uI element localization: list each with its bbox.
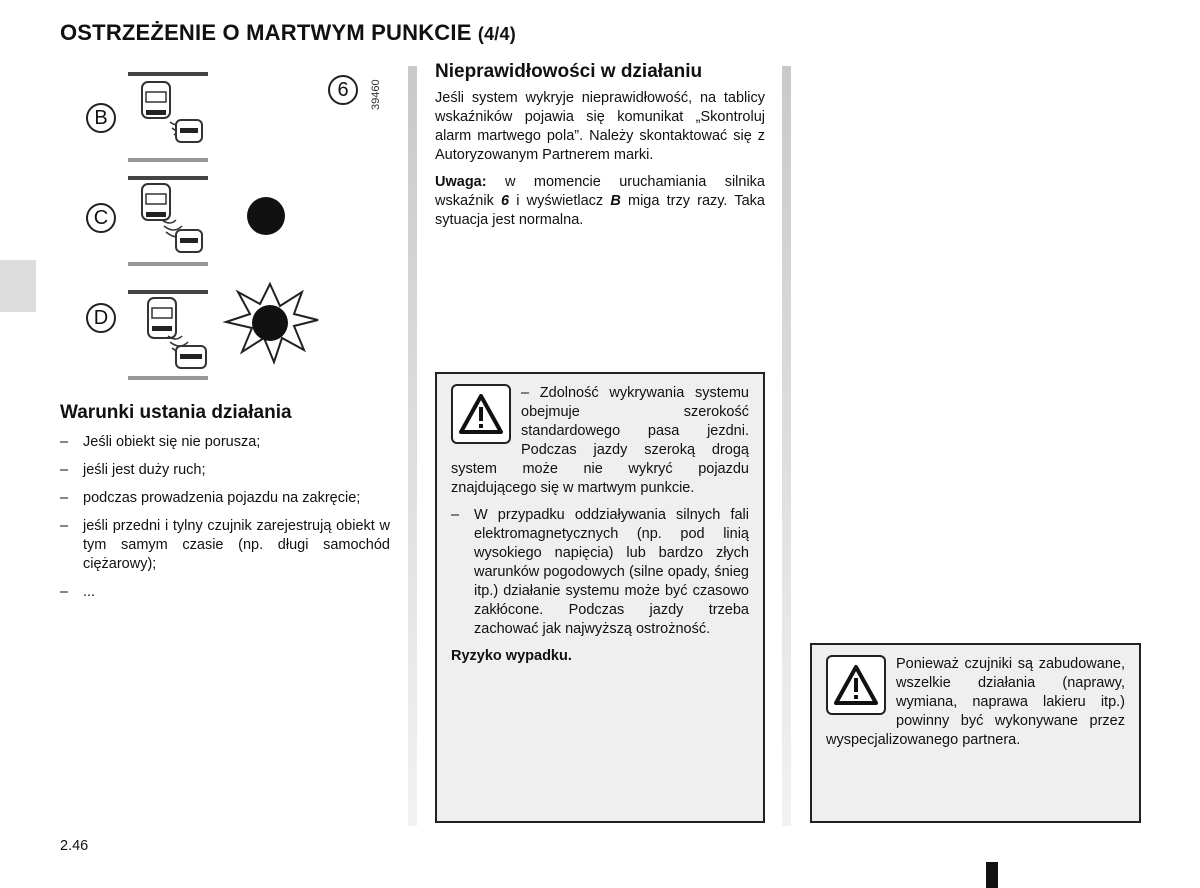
column-divider-left: [408, 66, 417, 826]
malfunction-heading: Nieprawidłowości w działaniu: [435, 61, 703, 82]
scene-d: [128, 284, 318, 380]
conditions-heading: Warunki ustania działania: [60, 402, 292, 423]
warning-triangle-icon: [826, 655, 886, 715]
figure-code: 39460: [370, 79, 382, 110]
scene-b: [128, 72, 208, 162]
warning-item-1: – Zdolność wykrywania systemu obejmuje szerokość standardowego pasa jezdni. Podczas jazdy szeroką drogą system może nie wykryć pojazdu znajdującego się w martwym punkcie.: [451, 385, 749, 496]
malfunction-note: Uwaga: w momencie uruchamiania silnika wskaźnik 6 i wyświetlacz B miga trzy razy. Taka sytuacja jest normalna.: [435, 174, 765, 228]
label-6: 6: [328, 75, 358, 105]
label-d: D: [86, 303, 116, 333]
page-title-part: (4/4): [477, 24, 516, 44]
malfunction-paragraph: Jeśli system wykryje nieprawidłowość, na tablicy wskaźników pojawia się komunikat „Skontroluj alarm martwego pola”. Należy skontaktować się z Autoryzowanym Partnerem marki.: [435, 90, 765, 163]
page-number: 2.46: [60, 838, 89, 854]
column-divider-right: [782, 66, 791, 826]
list-item: – jeśli jest duży ruch;: [60, 462, 206, 478]
blind-spot-illustration: [70, 62, 400, 392]
label-c: C: [86, 203, 116, 233]
warning-triangle-icon: [451, 384, 511, 444]
scene-c: [128, 176, 285, 266]
list-item: – jeśli przedni i tylny czujnik zarejestrują obiekt w tym samym czasie (np. długi samochód ciężarowy);: [60, 518, 390, 572]
malfunction-section: [435, 62, 765, 238]
page-title: [60, 20, 516, 46]
warning-box-sensors: [810, 643, 1141, 823]
blind-spot-figure: [70, 62, 400, 392]
page-title-main: OSTRZEŻENIE O MARTWYM PUNKCIE: [60, 20, 472, 45]
section-tab: [0, 260, 36, 312]
warning-box-detection: [435, 372, 765, 823]
label-b: B: [86, 103, 116, 133]
list-item: – Jeśli obiekt się nie porusza;: [60, 434, 261, 450]
warning-sensors-text: Ponieważ czujniki są zabudowane, wszelkie działania (naprawy, wymiana, naprawa lakieru itp.) powinny być wykonywane przez wyspecjalizowanego partnera.: [826, 656, 1125, 748]
list-item: – ...: [60, 584, 96, 600]
page-edge-mark: [986, 862, 998, 888]
risk-label: Ryzyko wypadku.: [451, 648, 572, 664]
conditions-list: [60, 433, 390, 611]
warning-item-2: – W przypadku oddziaływania silnych fali elektromagnetycznych (np. pod linią wysokiego napięcia) lub bardzo złych warunków pogodowych (silne opady, śnieg itp.) działanie systemu może być czasowo zakłócone. Podczas jazdy trzeba zachować jak najwyższą ostrożność.: [451, 507, 749, 637]
list-item: – podczas prowadzenia pojazdu na zakręcie;: [60, 490, 361, 506]
